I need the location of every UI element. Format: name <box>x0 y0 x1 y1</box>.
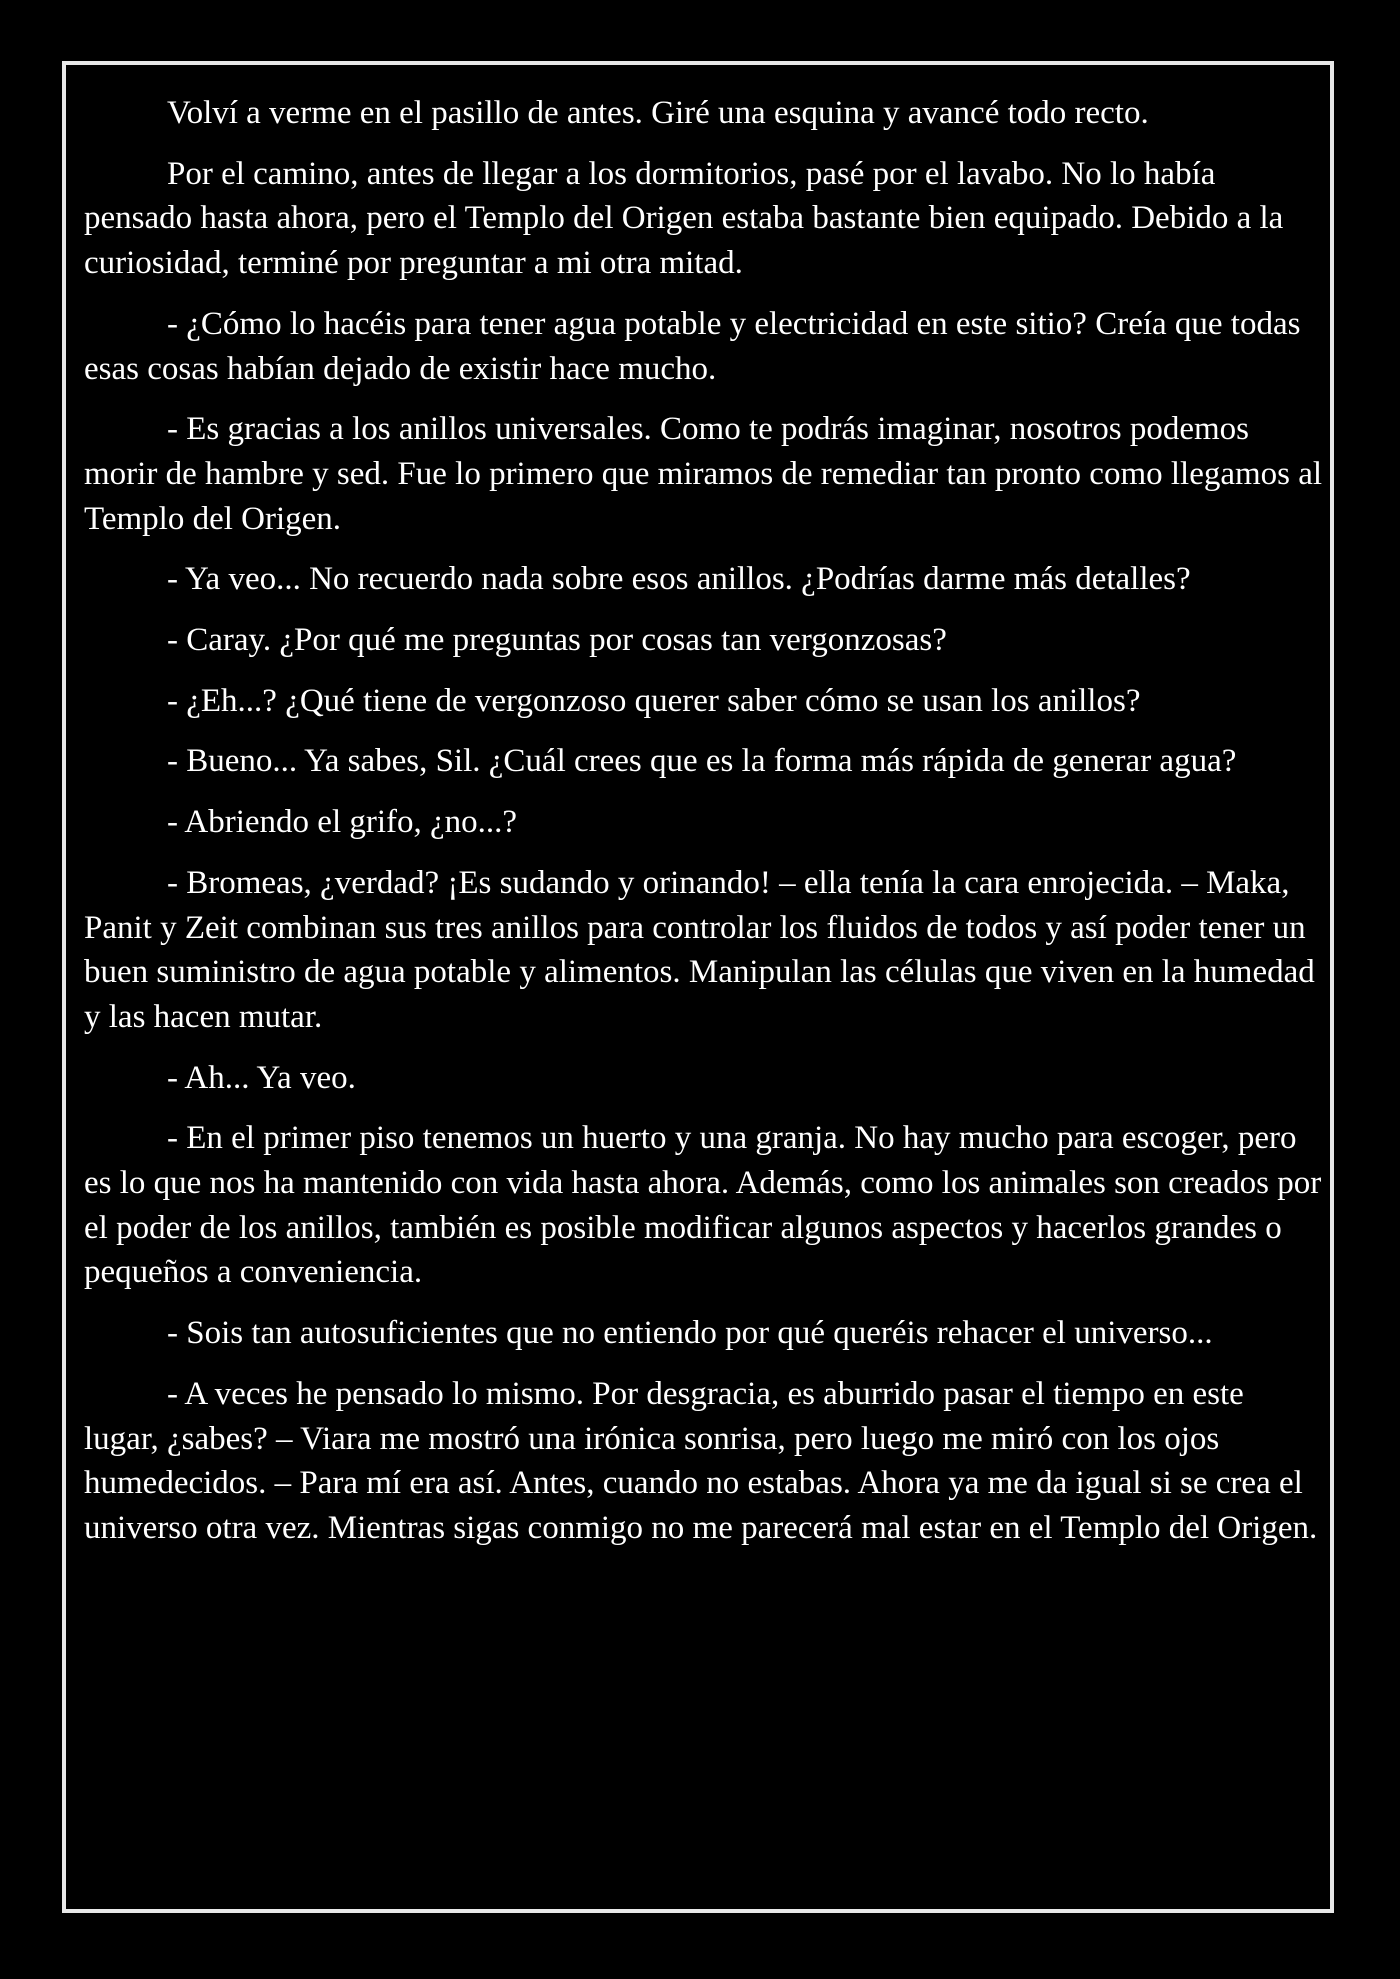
paragraph: - Bueno... Ya sabes, Sil. ¿Cuál crees que es la forma más rápida de generar agua? <box>167 743 1237 780</box>
paragraph: Por el camino, antes de llegar a los dormitorios, pasé por el lavabo. No lo había pensado hasta ahora, pero el Templo del Origen estaba bastante bien equipado. Debido a la curiosidad, terminé por preguntar a mi otra mitad. <box>84 155 1284 282</box>
paragraph: - Sois tan autosuficientes que no entiendo por qué queréis rehacer el universo... <box>167 1315 1213 1352</box>
paragraph: - Ya veo... No recuerdo nada sobre esos anillos. ¿Podrías darme más detalles? <box>167 561 1191 598</box>
paragraph: - Es gracias a los anillos universales. Como te podrás imaginar, nosotros podemos morir de hambre y sed. Fue lo primero que miramos de remediar tan pronto como llegamos al Templo del Origen. <box>84 411 1323 537</box>
paragraph: - Abriendo el grifo, ¿no...? <box>167 804 518 841</box>
paragraph: - Bromeas, ¿verdad? ¡Es sudando y orinando! – ella tenía la cara enrojecida. – Maka, Panit y Zeit combinan sus tres anillos para controlar los fluidos de todos y así poder tener un buen suministro de agua potable y alimentos. Manipulan las células que viven en la humedad y las hacen mutar. <box>84 864 1315 1035</box>
paragraph: - En el primer piso tenemos un huerto y una granja. No hay mucho para escoger, pero es lo que nos ha mantenido con vida hasta ahora. Además, como los animales son creados por el poder de los anillos, también es posible modificar algunos aspectos y hacerlos grandes o pequeños a conveniencia. <box>84 1120 1322 1291</box>
paragraph: - Caray. ¿Por qué me preguntas por cosas tan vergonzosas? <box>167 622 947 659</box>
text-body <box>84 91 1324 1567</box>
paragraph: Volví a verme en el pasillo de antes. Giré una esquina y avancé todo recto. <box>167 95 1149 131</box>
paragraph: - A veces he pensado lo mismo. Por desgracia, es aburrido pasar el tiempo en este lugar, ¿sabes? – Viara me mostró una irónica sonrisa, pero luego me miró con los ojos humedecidos. – Para mí era así. Antes, cuando no estabas. Ahora ya me da igual si se crea el universo otra vez. Mientras sigas conmigo no me parecerá mal estar en el Templo del Origen. <box>84 1375 1318 1546</box>
page-frame <box>62 61 1334 1913</box>
paragraph: - ¿Eh...? ¿Qué tiene de vergonzoso querer saber cómo se usan los anillos? <box>167 682 1141 719</box>
paragraph: - Ah... Ya veo. <box>167 1059 356 1096</box>
paragraph: - ¿Cómo lo hacéis para tener agua potable y electricidad en este sitio? Creía que todas esas cosas habían dejado de existir hace mucho. <box>84 305 1301 387</box>
